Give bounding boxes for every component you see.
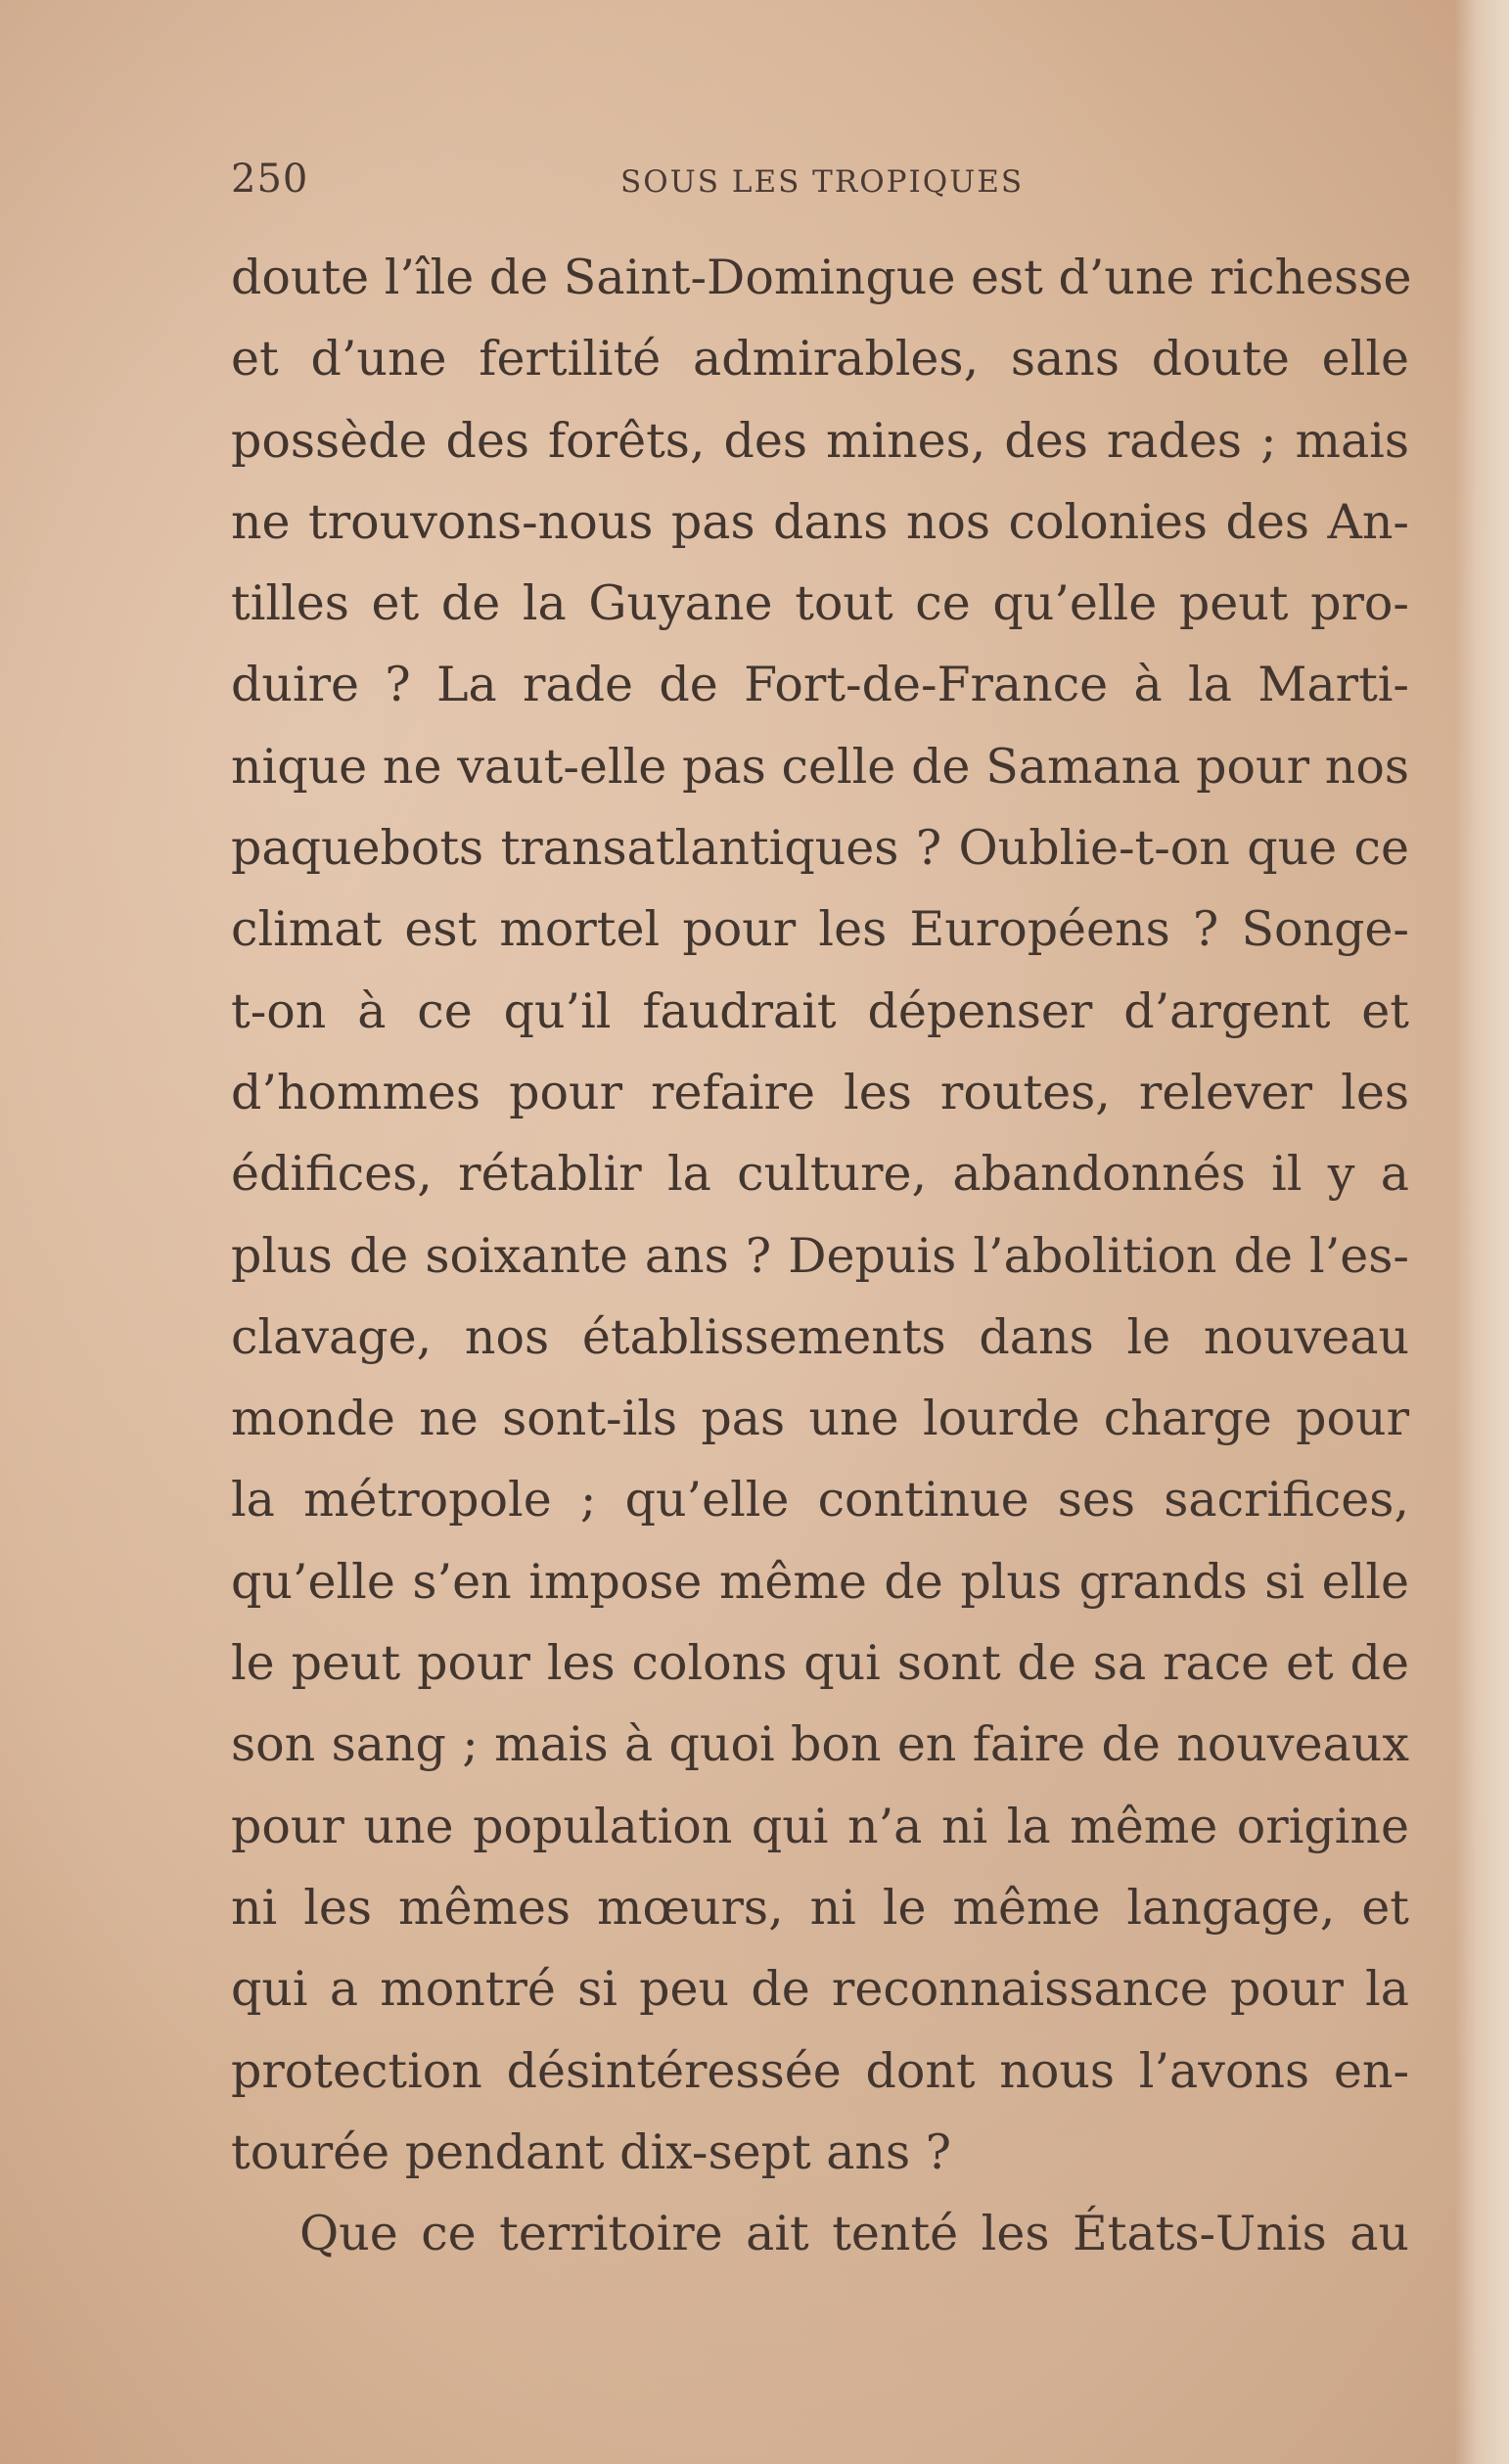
text-line: qu’elle s’en impose même de plus grands si elle — [231, 1553, 1409, 1610]
text-line: duire ? La rade de Fort-de-France à la Marti- — [231, 657, 1409, 713]
page-header — [231, 157, 1405, 215]
text-line: tilles et de la Guyane tout ce qu’elle peut pro- — [231, 575, 1409, 632]
text-line: et d’une fertilité admirables, sans doute elle — [231, 331, 1409, 388]
body-text — [231, 237, 1412, 2274]
text-line: doute l’île de Saint-Domingue est d’une richesse — [231, 250, 1412, 305]
page-edge — [1455, 0, 1509, 2464]
text-line: pour une population qui n’a ni la même origine — [231, 1798, 1409, 1854]
text-line: la métropole ; qu’elle continue ses sacrifices, — [231, 1472, 1409, 1529]
paragraph-end-line: tourée pendant dix-sept ans ? — [231, 2123, 951, 2180]
running-title: SOUS LES TROPIQUES — [620, 164, 1025, 200]
text-line: ne trouvons-nous pas dans nos colonies des An- — [231, 493, 1409, 550]
text-line: ni les mêmes mœurs, ni le même langage, et — [231, 1879, 1409, 1936]
page-number: 250 — [231, 157, 309, 202]
paragraph-start-line: Que ce territoire ait tenté les États-Unis au — [299, 2206, 1409, 2262]
text-line: t-on à ce qu’il faudrait dépenser d’argent et — [231, 982, 1409, 1039]
text-line: son sang ; mais à quoi bon en faire de nouveaux — [231, 1716, 1409, 1773]
text-line: climat est mortel pour les Européens ? Songe- — [231, 901, 1409, 958]
text-line: protection désintéressée dont nous l’avons en- — [231, 2042, 1409, 2099]
text-line: édifices, rétablir la culture, abandonnés il y a — [231, 1146, 1409, 1203]
text-line: nique ne vaut-elle pas celle de Samana pour nos — [231, 738, 1409, 795]
text-line: le peut pour les colons qui sont de sa race et de — [231, 1635, 1409, 1692]
text-line: possède des forêts, des mines, des rades ; mais — [231, 412, 1409, 469]
text-line: monde ne sont-ils pas une lourde charge pour — [231, 1391, 1409, 1447]
text-line: paquebots transatlantiques ? Oublie-t-on que ce — [231, 820, 1409, 877]
text-line: d’hommes pour refaire les routes, relever les — [231, 1064, 1409, 1120]
text-line: plus de soixante ans ? Depuis l’abolition de l’es- — [231, 1227, 1409, 1284]
text-line: qui a montré si peu de reconnaissance pour la — [231, 1961, 1409, 2018]
text-line: clavage, nos établissements dans le nouveau — [231, 1308, 1409, 1365]
